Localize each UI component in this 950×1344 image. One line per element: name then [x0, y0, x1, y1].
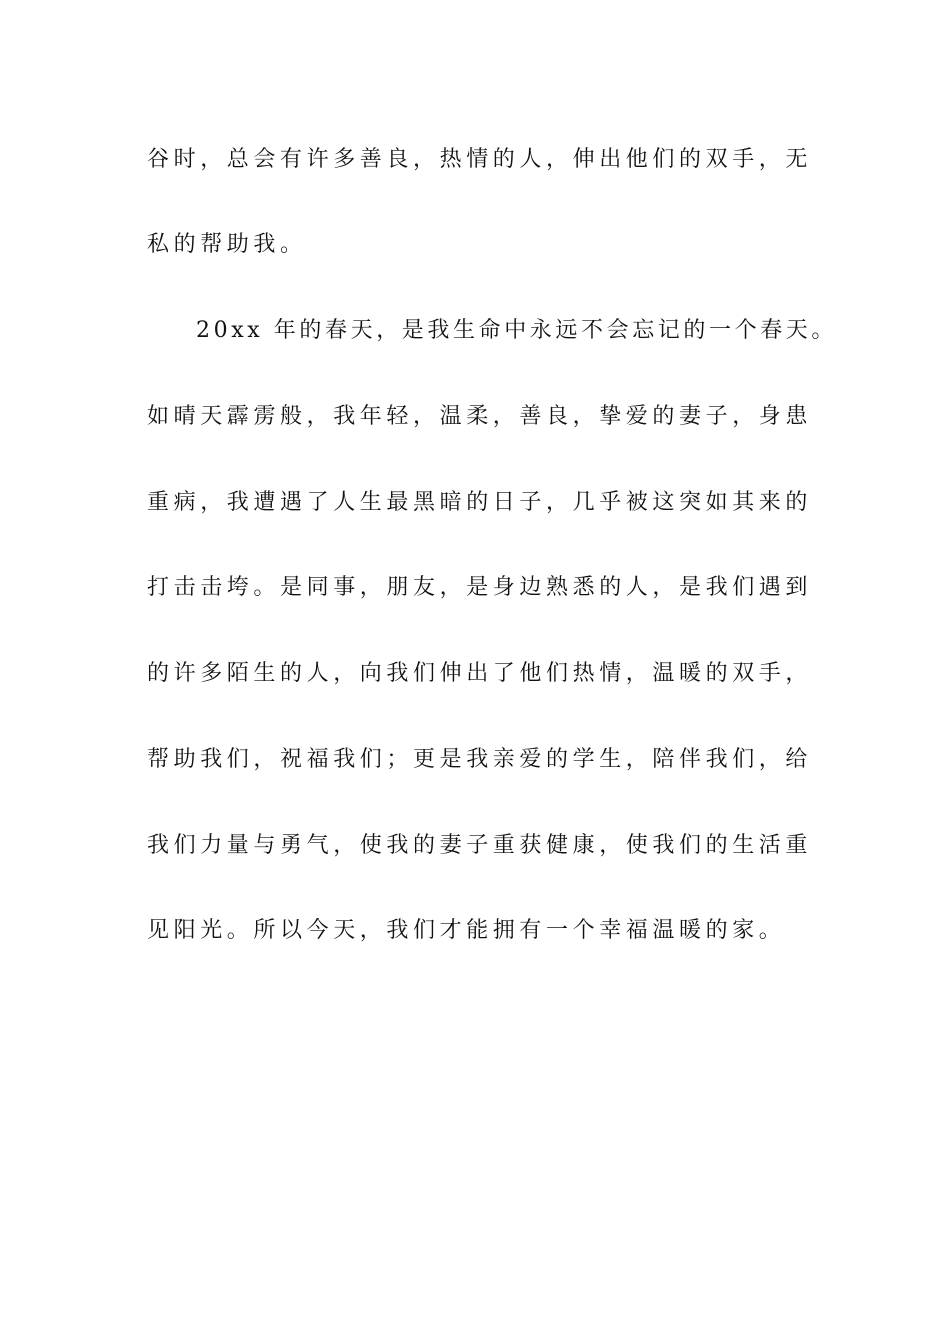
- text-line: 如晴天霹雳般，我年轻，温柔，善良，挚爱的妻子，身患: [147, 404, 813, 429]
- text-line: 谷时，总会有许多善良，热情的人，伸出他们的双手，无: [147, 147, 813, 172]
- text-line-paragraph-start: 20xx 年的春天，是我生命中永远不会忘记的一个春天。: [196, 318, 838, 343]
- text-line: 重病，我遭遇了人生最黑暗的日子，几乎被这突如其来的: [147, 490, 813, 515]
- text-line: 见阳光。所以今天，我们才能拥有一个幸福温暖的家。: [147, 918, 786, 943]
- text-line: 打击击垮。是同事，朋友，是身边熟悉的人，是我们遇到: [147, 575, 813, 600]
- text-line: 我们力量与勇气，使我的妻子重获健康，使我们的生活重: [147, 833, 813, 858]
- text-line: 的许多陌生的人，向我们伸出了他们热情，温暖的双手，: [147, 661, 813, 686]
- text-line: 私的帮助我。: [147, 232, 307, 257]
- text-line: 帮助我们，祝福我们；更是我亲爱的学生，陪伴我们，给: [147, 747, 813, 772]
